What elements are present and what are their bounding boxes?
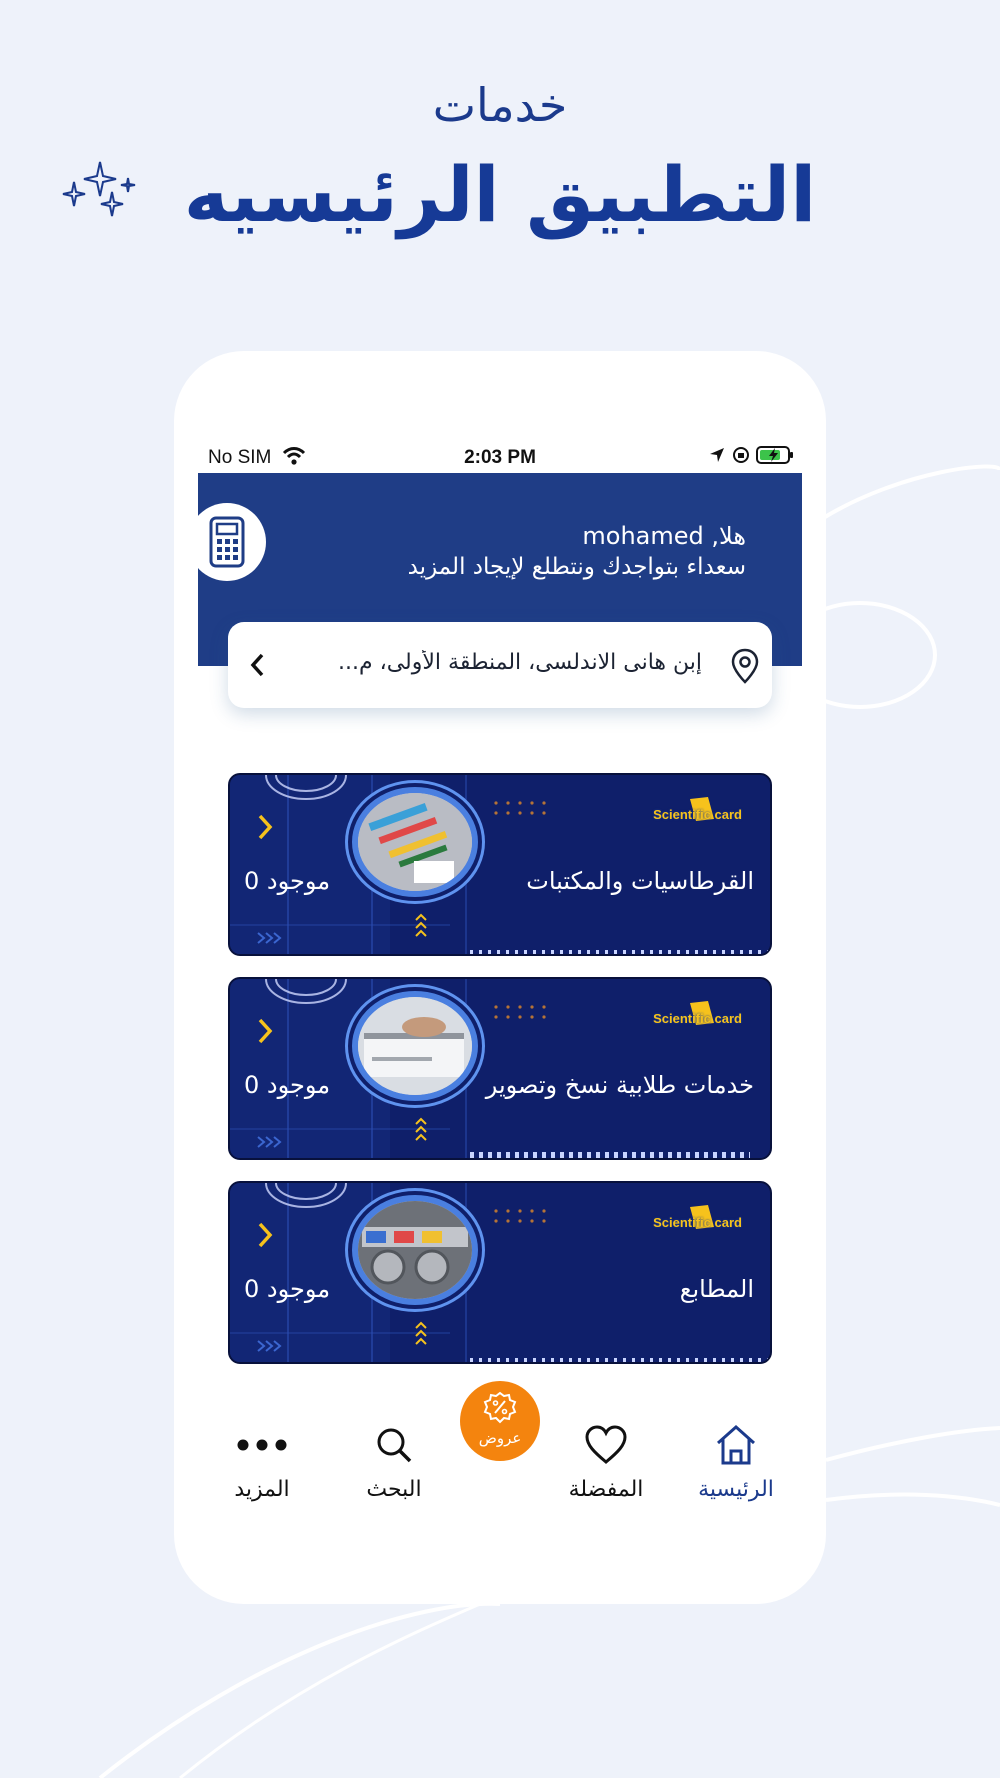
category-count: موجود 0 [244, 1071, 331, 1099]
bottom-tab-bar [174, 1381, 826, 1511]
carrier-label: No SIM [208, 447, 272, 468]
tab-search[interactable] [334, 1421, 454, 1502]
location-pin-icon [730, 648, 760, 684]
battery-charging-icon [756, 445, 796, 465]
category-name: القرطاسيات والمكتبات [526, 867, 754, 895]
status-bar [198, 443, 802, 473]
tab-home-label: الرئيسية [698, 1477, 774, 1502]
chevron-right-icon [256, 1221, 274, 1249]
sparkles-icon [62, 158, 142, 230]
promo-title: التطبيق الرئيسيه [183, 150, 817, 239]
greeting-name: هلا, mohamed [582, 522, 746, 550]
search-icon [374, 1425, 414, 1465]
offers-label: عروض [478, 1429, 522, 1447]
offers-button[interactable] [460, 1381, 540, 1461]
promo-subtitle: خدمات [432, 78, 568, 132]
category-count: موجود 0 [244, 867, 331, 895]
tab-favorites[interactable] [546, 1421, 666, 1502]
greeting [408, 521, 746, 583]
heart-icon [584, 1425, 628, 1465]
discount-badge-icon [483, 1391, 517, 1425]
chevron-right-icon [256, 1017, 274, 1045]
category-name: المطابع [679, 1275, 754, 1303]
location-selector[interactable] [228, 622, 772, 708]
category-image-copy-services [352, 991, 478, 1101]
category-card-student-services[interactable] [228, 977, 772, 1160]
more-dots-icon [236, 1438, 288, 1452]
chevron-left-icon [250, 652, 266, 678]
phone-mockup [174, 351, 826, 1604]
scientific-card-logo: Scientific card [650, 1205, 742, 1239]
tab-search-label: البحث [366, 1477, 422, 1502]
category-image-printing [352, 1195, 478, 1305]
orientation-lock-icon [732, 446, 750, 464]
home-icon [714, 1423, 758, 1467]
category-image-stationery [352, 787, 478, 897]
scientific-card-logo: Scientific card [650, 1001, 742, 1035]
tab-more[interactable] [202, 1421, 322, 1502]
location-address: إبن هانى الاندلسى، المنطقة الأولى، م... [338, 650, 702, 675]
pos-terminal-button[interactable] [188, 503, 266, 581]
chevron-right-icon [256, 813, 274, 841]
tab-more-label: المزيد [234, 1477, 290, 1502]
category-card-printing[interactable] [228, 1181, 772, 1364]
category-name: خدمات طلابية نسخ وتصوير [485, 1071, 754, 1099]
tab-favorites-label: المفضلة [568, 1477, 644, 1502]
category-card-stationery[interactable] [228, 773, 772, 956]
clock: 2:03 PM [464, 447, 536, 468]
pos-terminal-icon [205, 515, 249, 569]
scientific-card-logo: Scientific card [650, 797, 742, 831]
category-count: موجود 0 [244, 1275, 331, 1303]
location-arrow-icon [708, 446, 726, 464]
tab-home[interactable] [676, 1421, 796, 1502]
greeting-message: سعداء بتواجدك ونتطلع لإيجاد المزيد [407, 554, 746, 580]
